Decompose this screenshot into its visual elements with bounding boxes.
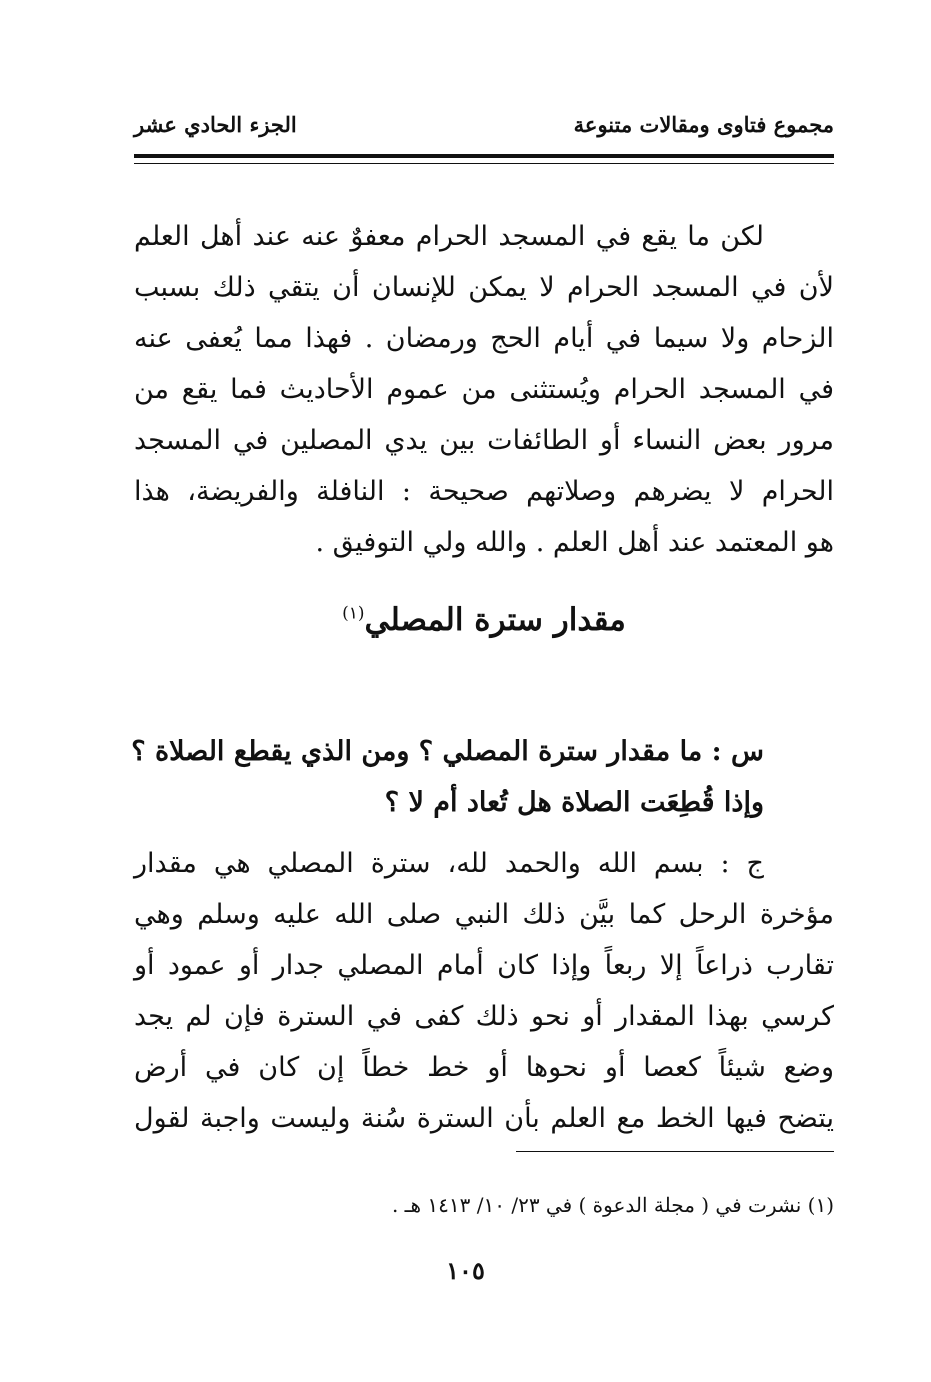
text-line: هو المعتمد عند أهل العلم . والله ولي التوفيق .: [315, 527, 834, 558]
paragraph-fatwa-continuation: [134, 211, 834, 568]
section-heading: [134, 602, 834, 638]
running-header: [134, 112, 834, 144]
question-line: س : ما مقدار سترة المصلي ؟ ومن الذي يقطع الصلاة ؟: [131, 736, 764, 767]
text-line: الزحام ولا سيما في أيام الحج ورمضان . فهذا مما يُعفى عنه: [134, 323, 834, 354]
answer-line: كرسي بهذا المقدار أو نحو ذلك كفى في السترة فإن لم يجد: [134, 1001, 834, 1032]
question-line: وإذا قُطِعَت الصلاة هل تُعاد أم لا ؟: [384, 787, 764, 818]
header-rule-thin: [134, 163, 834, 164]
answer-line: وضع شيئاً كعصا أو نحوها أو خط خطاً إن كان في أرض: [134, 1052, 834, 1083]
section-heading-text: مقدار سترة المصلي: [364, 602, 626, 638]
answer-line: ج : بسم الله والحمد لله، سترة المصلي هي مقدار: [134, 848, 764, 879]
question-block: [131, 726, 834, 828]
answer-line: تقارب ذراعاً إلا ربعاً وإذا كان أمام المصلي جدار أو عمود أو: [134, 950, 834, 981]
answer-block: [134, 838, 834, 1144]
text-line: في المسجد الحرام ويُستثنى من عموم الأحاديث فما يقع من: [134, 374, 834, 405]
answer-line: مؤخرة الرحل كما بيَّن ذلك النبي صلى الله عليه وسلم وهي: [134, 899, 834, 930]
footnote-separator: [516, 1151, 834, 1152]
header-rule-thick: [134, 154, 834, 158]
text-line: مرور بعض النساء أو الطائفات بين يدي المصلين في المسجد: [134, 425, 834, 456]
footnote-marker: (١): [342, 603, 365, 624]
footnote: (١) نشرت في ( مجلة الدعوة ) في ٢٣/ ١٠/ ١٤١٣ هـ .: [391, 1193, 834, 1217]
book-title: مجموع فتاوى ومقالات متنوعة: [573, 112, 834, 137]
page-number: ١٠٥: [446, 1256, 485, 1285]
volume-title: الجزء الحادي عشر: [134, 112, 297, 137]
answer-line: يتضح فيها الخط مع العلم بأن السترة سُنة وليست واجبة لقول: [134, 1103, 834, 1134]
text-line: لكن ما يقع في المسجد الحرام معفوٌ عنه عند أهل العلم: [134, 221, 764, 252]
text-line: الحرام لا يضرهم وصلاتهم صحيحة : النافلة والفريضة، هذا: [134, 476, 834, 507]
text-line: لأن في المسجد الحرام لا يمكن للإنسان أن يتقي ذلك بسبب: [134, 272, 834, 303]
